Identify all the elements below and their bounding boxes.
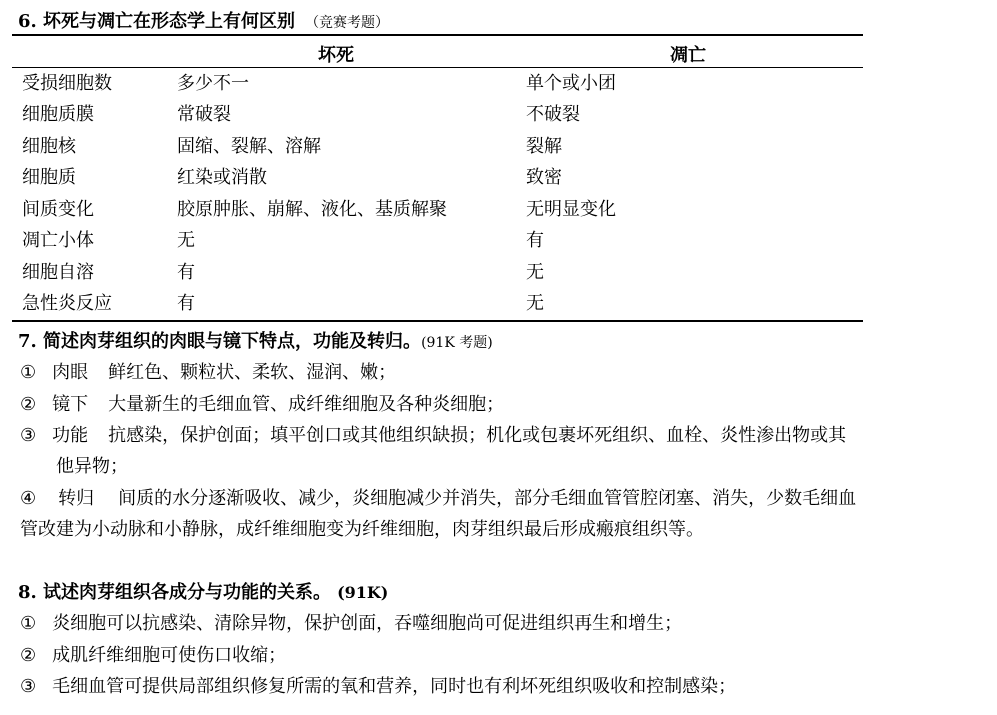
section8-title: 8. 试述肉芽组织各成分与功能的关系。	[18, 582, 332, 603]
row-label: 受损细胞数	[22, 73, 112, 94]
section7-note: (91K 考题)	[421, 335, 493, 351]
item-label: 转归	[58, 488, 95, 509]
section7-title: 7. 简述肉芽组织的肉眼与镜下特点，功能及转归。	[18, 331, 422, 352]
item-text: 大量新生的毛细血管、成纤维细胞及各种炎细胞；	[108, 394, 505, 415]
item-label: 功能	[52, 425, 89, 446]
item-label: 镜下	[52, 394, 89, 415]
necrosis-cell: 有	[177, 293, 195, 314]
list-item	[20, 641, 286, 667]
item-number: ④	[20, 488, 37, 509]
apoptosis-cell: 无明显变化	[526, 199, 616, 220]
list-item	[20, 421, 846, 447]
apoptosis-cell: 裂解	[526, 136, 562, 157]
table-header-necrosis: 坏死	[318, 45, 354, 66]
row-label: 凋亡小体	[22, 230, 94, 251]
necrosis-cell: 固缩、裂解、溶解	[177, 136, 321, 157]
table-header-apoptosis: 凋亡	[670, 45, 706, 66]
row-label: 间质变化	[22, 199, 94, 220]
item-number: ②	[20, 645, 37, 666]
apoptosis-cell: 无	[526, 262, 544, 283]
list-item-continuation: 他异物；	[56, 456, 128, 477]
section6-note: （竞赛考题）	[305, 15, 390, 31]
necrosis-cell: 多少不一	[177, 73, 249, 94]
necrosis-cell: 有	[177, 262, 195, 283]
section7-heading	[18, 327, 493, 353]
necrosis-cell: 常破裂	[177, 104, 231, 125]
item-number: ③	[20, 425, 37, 446]
row-label: 细胞自溶	[22, 262, 94, 283]
item-text: 鲜红色、颗粒状、柔软、湿润、嫩；	[108, 362, 397, 383]
section6-heading	[18, 7, 389, 33]
necrosis-cell: 无	[177, 230, 195, 251]
section8-note: (91K)	[337, 583, 389, 602]
row-label: 细胞核	[22, 136, 76, 157]
table-bottom-rule	[12, 320, 863, 322]
table-header-rule	[12, 67, 863, 68]
item-text: 抗感染，保护创面；填平创口或其他组织缺损；机化或包裹坏死组织、血栓、炎性渗出物或其	[108, 425, 847, 446]
apoptosis-cell: 致密	[526, 167, 562, 188]
apoptosis-cell: 不破裂	[526, 104, 580, 125]
list-item	[20, 672, 736, 698]
list-item	[20, 609, 682, 635]
item-label: 肉眼	[52, 362, 89, 383]
item-number: ③	[20, 676, 37, 697]
section8-heading	[18, 578, 388, 604]
list-item	[20, 484, 856, 510]
list-item-continuation: 管改建为小动脉和小静脉，成纤维细胞变为纤维细胞，肉芽组织最后形成瘢痕组织等。	[20, 519, 704, 540]
item-text: 间质的水分逐渐吸收、减少，炎细胞减少并消失，部分毛细血管管腔闭塞、消失，少数毛细血	[118, 488, 857, 509]
apoptosis-cell: 单个或小团	[526, 73, 616, 94]
apoptosis-cell: 有	[526, 230, 544, 251]
item-number: ②	[20, 394, 37, 415]
item-number: ①	[20, 613, 37, 634]
list-item	[20, 358, 396, 384]
apoptosis-cell: 无	[526, 293, 544, 314]
item-text: 炎细胞可以抗感染、清除异物，保护创面，吞噬细胞尚可促进组织再生和增生；	[52, 613, 683, 634]
item-text: 毛细血管可提供局部组织修复所需的氧和营养，同时也有利坏死组织吸收和控制感染；	[52, 676, 737, 697]
item-number: ①	[20, 362, 37, 383]
row-label: 细胞质膜	[22, 104, 94, 125]
section6-title: 6. 坏死与凋亡在形态学上有何区别	[18, 11, 296, 32]
necrosis-cell: 红染或消散	[177, 167, 267, 188]
necrosis-cell: 胶原肿胀、崩解、液化、基质解聚	[177, 199, 447, 220]
row-label: 细胞质	[22, 167, 76, 188]
row-label: 急性炎反应	[22, 293, 112, 314]
table-top-rule	[12, 34, 863, 36]
list-item	[20, 390, 504, 416]
item-text: 成肌纤维细胞可使伤口收缩；	[52, 645, 287, 666]
